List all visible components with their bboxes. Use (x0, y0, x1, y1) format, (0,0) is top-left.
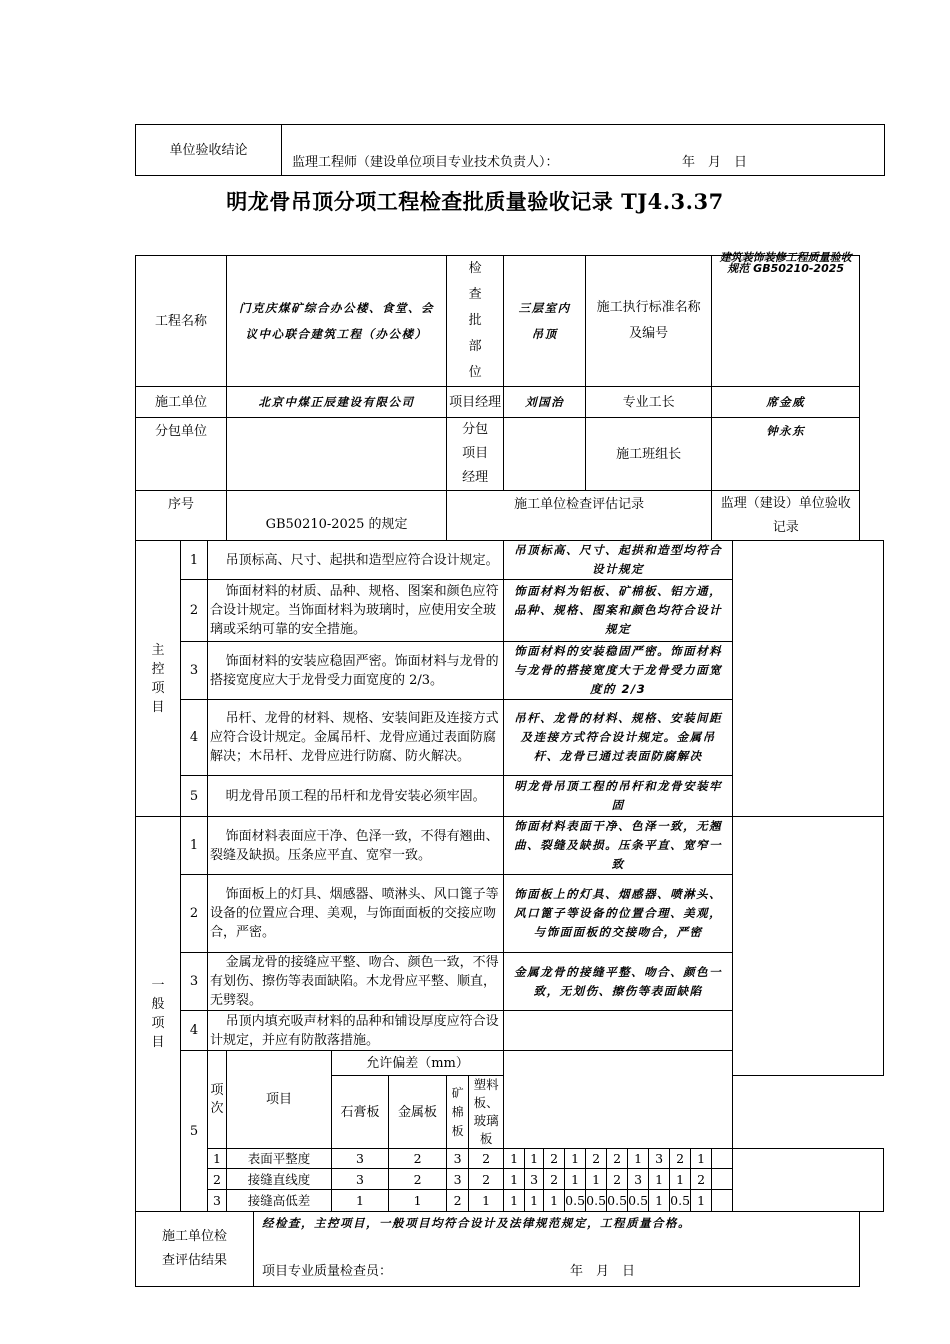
measure: 1 (504, 1149, 525, 1169)
tolerance-name: 表面平整度 (227, 1149, 332, 1169)
item-record: 吊杆、龙骨的材料、规格、安装间距及连接方式符合设计规定。金属吊杆、龙骨已通过表面防腐解决 (504, 700, 733, 776)
result-row (136, 1212, 884, 1287)
item-no: 5 (181, 776, 208, 817)
measure: 1 (649, 1190, 670, 1212)
item-text: 饰面板上的灯具、烟感器、喷淋头、风口篦子等设备的位置应合理、美观，与饰面面板的交接应吻合，严密。 (208, 875, 504, 953)
item-no: 1 (181, 817, 208, 875)
tolerance-val: 2 (389, 1149, 447, 1169)
page-title: 明龙骨吊顶分项工程检查批质量验收记录 TJ4.3.37 (226, 189, 724, 214)
tolerance-val: 3 (447, 1169, 469, 1190)
measure: 1 (628, 1149, 649, 1169)
measure: 0.5 (565, 1190, 586, 1212)
measure: 1 (670, 1169, 691, 1190)
item-no: 4 (181, 700, 208, 776)
measure: 3 (525, 1169, 544, 1190)
tolerance-idx: 3 (208, 1190, 227, 1212)
measure: 0.5 (586, 1190, 607, 1212)
supervision-record (733, 817, 884, 1076)
standard-cell (712, 251, 860, 387)
sub-unit-value (227, 418, 447, 491)
measure-blank (712, 1149, 733, 1169)
main-control-label: 主控项目 (136, 541, 181, 817)
item-record: 饰面材料表面干净、色泽一致，无翘曲、裂缝及缺损。压条平直、宽窄一致 (504, 817, 733, 875)
item-record: 饰面材料为铝板、矿棉板、铝方通，品种、规格、图案和颜色均符合设计规定 (504, 580, 733, 642)
supervisor-signature-cell (282, 125, 885, 176)
tolerance-val: 1 (389, 1190, 447, 1212)
tolerance-row (136, 1149, 884, 1169)
tolerance-group-header: 允许偏差（mm） (332, 1051, 504, 1076)
item-text: 饰面材料的材质、品种、规格、图案和颜色应符合设计规定。当饰面材料为玻璃时，应使用安全玻璃或采纳可靠的安全措施。 (208, 580, 504, 642)
supervision-record (733, 1149, 884, 1212)
tolerance-val: 2 (389, 1169, 447, 1190)
item-text: 吊顶标高、尺寸、起拱和造型应符合设计规定。 (208, 541, 504, 580)
tolerance-val: 2 (469, 1149, 504, 1169)
item-text: 吊顶内填充吸声材料的品种和铺设厚度应符合设计规定，并应有防散落措施。 (208, 1011, 504, 1051)
tolerance-seq-header: 项次 (208, 1051, 227, 1149)
tolerance-name: 接缝高低差 (227, 1190, 332, 1212)
measure: 1 (691, 1149, 712, 1169)
measure: 1 (691, 1190, 712, 1212)
supervision-record (733, 541, 884, 817)
item-record: 吊顶标高、尺寸、起拱和造型均符合设计规定 (504, 541, 733, 580)
result-conclusion: 经检查，主控项目，一般项目均符合设计及法律规范规定，工程质量合格。 (262, 1216, 691, 1230)
measure: 1 (504, 1190, 525, 1212)
supervision-label: 监理（建设）单位验收记录 (712, 491, 860, 541)
inspection-record-table (135, 251, 884, 1287)
sub-pm-value (504, 418, 586, 491)
tolerance-idx: 2 (208, 1169, 227, 1190)
measure: 1 (525, 1149, 544, 1169)
measure: 1 (649, 1169, 670, 1190)
item-text: 饰面材料表面应干净、色泽一致，不得有翘曲、裂缝及缺损。压条应平直、宽窄一致。 (208, 817, 504, 875)
team-leader-label: 施工班组长 (586, 418, 712, 491)
general-row (136, 817, 884, 875)
item-record: 饰面板上的灯具、烟感器、喷淋头、风口篦子等设备的位置合理、美观，与饰面面板的交接吻合，严密 (504, 875, 733, 953)
measure: 3 (649, 1149, 670, 1169)
measure: 2 (607, 1149, 628, 1169)
measure: 2 (586, 1149, 607, 1169)
item-no: 3 (181, 953, 208, 1011)
construction-unit-value: 北京中煤正辰建设有限公司 (227, 387, 447, 418)
tolerance-val: 2 (469, 1169, 504, 1190)
tolerance-name: 接缝直线度 (227, 1169, 332, 1190)
team-leader-value: 钟永东 (712, 418, 860, 491)
standard-label: 施工执行标准名称及编号 (586, 256, 712, 387)
measure-blank (712, 1190, 733, 1212)
spec-label: GB50210-2025 的规定 (227, 491, 447, 541)
tolerance-val: 3 (447, 1149, 469, 1169)
tolerance-val: 1 (469, 1190, 504, 1212)
sub-unit-label: 分包单位 (136, 418, 227, 491)
item-record (504, 1011, 733, 1051)
eval-label: 施工单位检查评估记录 (447, 491, 712, 541)
inspection-lot-label: 检查批部位 (447, 256, 504, 387)
seq-label: 序号 (136, 491, 227, 541)
item-no: 2 (181, 875, 208, 953)
measure: 1 (565, 1169, 586, 1190)
col-gypsum: 石膏板 (332, 1076, 389, 1149)
measure-blank (712, 1169, 733, 1190)
tolerance-idx: 1 (208, 1149, 227, 1169)
project-name-value: 门克庆煤矿综合办公楼、食堂、会议中心联合建筑工程（办公楼） (227, 256, 447, 387)
tolerance-val: 3 (332, 1169, 389, 1190)
measure: 1 (525, 1190, 544, 1212)
tolerance-val: 1 (332, 1190, 389, 1212)
item-record: 饰面材料的安装稳固严密。饰面材料与龙骨的搭接宽度大于龙骨受力面宽度的 2/3 (504, 642, 733, 700)
tolerance-val: 2 (447, 1190, 469, 1212)
item-no: 4 (181, 1011, 208, 1051)
item-no: 3 (181, 642, 208, 700)
acceptance-conclusion-table (135, 124, 885, 176)
measure: 3 (628, 1169, 649, 1190)
result-label: 施工单位检查评估结果 (136, 1212, 254, 1287)
measure: 2 (691, 1169, 712, 1190)
pm-label: 项目经理 (447, 387, 504, 418)
measure: 1 (544, 1190, 565, 1212)
col-plastic: 塑料板、玻璃板 (469, 1076, 504, 1149)
foreman-value: 席金威 (712, 387, 860, 418)
result-date: 年 月 日 (570, 1264, 636, 1279)
pm-value: 刘国治 (504, 387, 586, 418)
measure-header-blank (504, 1051, 733, 1149)
supervisor-line: 监理工程师（建设单位项目专业技术负责人）： (292, 155, 559, 170)
construction-unit-label: 施工单位 (136, 387, 227, 418)
item-text: 饰面材料的安装应稳固严密。饰面材料与龙骨的搭接宽度应大于龙骨受力面宽度的 2/3。 (208, 642, 504, 700)
main-control-row (136, 541, 884, 580)
general-label: 一般项目 (136, 817, 181, 1212)
tolerance-val: 3 (332, 1149, 389, 1169)
inspection-lot-value: 三层室内吊顶 (504, 256, 586, 387)
item-no: 2 (181, 580, 208, 642)
measure: 2 (607, 1169, 628, 1190)
measure: 2 (544, 1169, 565, 1190)
foreman-label: 专业工长 (586, 387, 712, 418)
supervisor-date: 年 月 日 (682, 155, 748, 170)
unit-acceptance-label: 单位验收结论 (136, 125, 282, 176)
item-text: 金属龙骨的接缝应平整、吻合、颜色一致，不得有划伤、擦伤等表面缺陷。木龙骨应平整、顺直，无劈裂。 (208, 953, 504, 1011)
item-record: 明龙骨吊顶工程的吊杆和龙骨安装牢固 (504, 776, 733, 817)
measure: 1 (504, 1169, 525, 1190)
measure: 1 (586, 1169, 607, 1190)
item-no: 1 (181, 541, 208, 580)
item-record: 金属龙骨的接缝平整、吻合、颜色一致，无划伤、擦伤等表面缺陷 (504, 953, 733, 1011)
measure: 0.5 (670, 1190, 691, 1212)
measure: 2 (670, 1149, 691, 1169)
result-cell (254, 1212, 860, 1287)
sub-pm-label: 分包项目经理 (447, 418, 504, 491)
item-text: 明龙骨吊顶工程的吊杆和龙骨安装必须牢固。 (208, 776, 504, 817)
col-mineral: 矿棉板 (447, 1076, 469, 1149)
measure: 1 (565, 1149, 586, 1169)
item-no: 5 (181, 1051, 208, 1212)
item-text: 吊杆、龙骨的材料、规格、安装间距及连接方式应符合设计规定。金属吊杆、龙骨应通过表面防腐解决；木吊杆、龙骨应进行防腐、防火解决。 (208, 700, 504, 776)
measure: 0.5 (628, 1190, 649, 1212)
standard-value: 建筑装饰装修工程质量验收规范 GB50210-2025 (719, 251, 852, 275)
project-name-label: 工程名称 (136, 256, 227, 387)
measure: 0.5 (607, 1190, 628, 1212)
col-metal: 金属板 (389, 1076, 447, 1149)
inspector-line: 项目专业质量检查员： (262, 1264, 393, 1279)
measure: 2 (544, 1149, 565, 1169)
tolerance-item-header: 项目 (227, 1051, 332, 1149)
